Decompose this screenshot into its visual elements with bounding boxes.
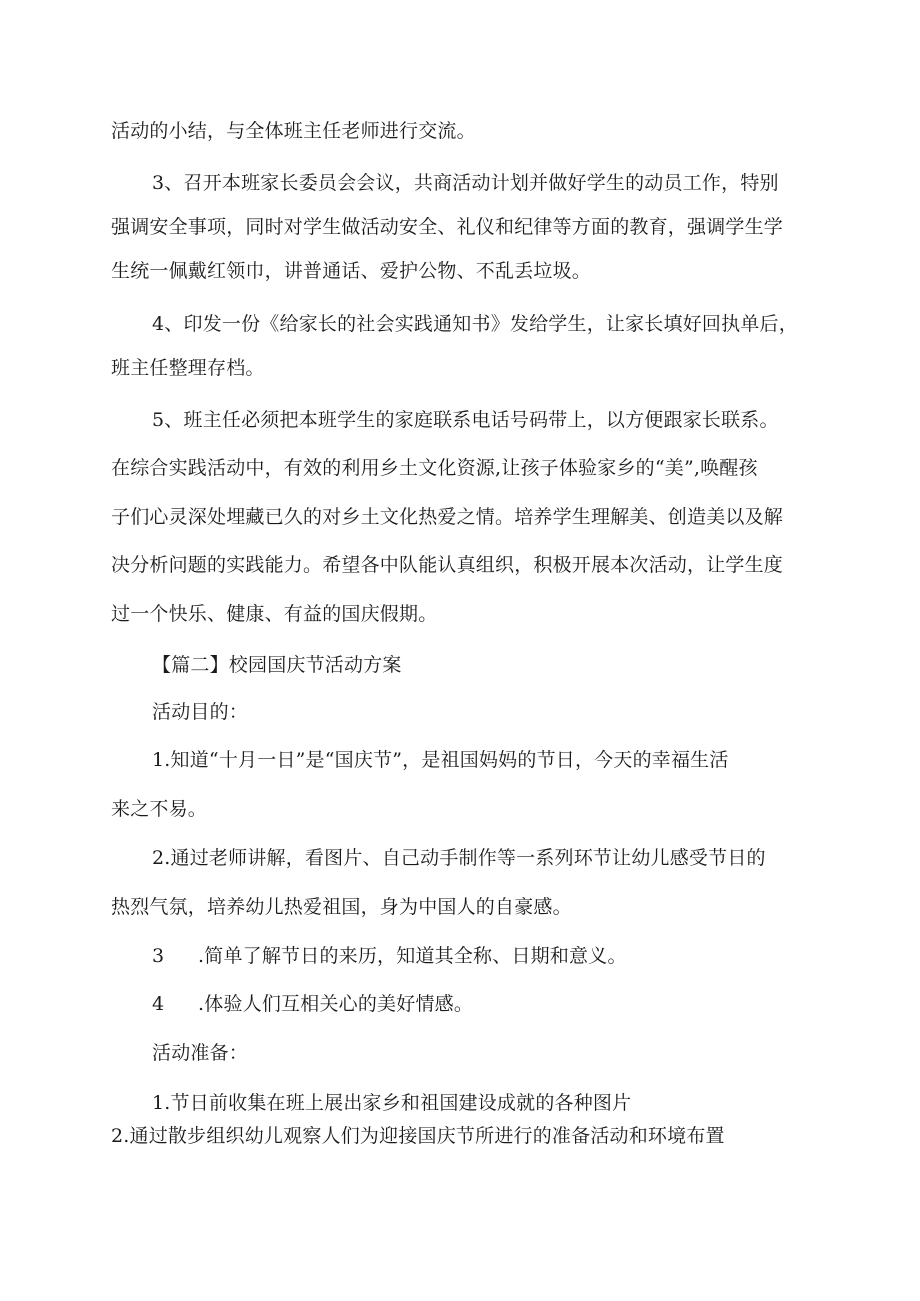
list-item: 1.节日前收集在班上展出家乡和祖国建设成就的各种图片 xyxy=(152,1092,632,1114)
paragraph-line: 在综合实践活动中，有效的利用乡土文化资源,让孩子体验家乡的“美”,唤醒孩 xyxy=(111,457,758,479)
section-title: 【篇二】校园国庆节活动方案 xyxy=(152,654,402,676)
list-item: 2.通过散步组织幼儿观察人们为迎接国庆节所进行的准备活动和环境布置 xyxy=(111,1125,725,1147)
paragraph-line: 4、印发一份《给家长的社会实践通知书》发给学生，让家长填好回执单后， xyxy=(152,313,798,335)
paragraph-line: 决分析问题的实践能力。希望各中队能认真组织，积极开展本次活动，让学生度 xyxy=(111,554,784,576)
list-item: 1.知道“十月一日”是“国庆节”，是祖国妈妈的节日，今天的幸福生活 xyxy=(152,749,729,771)
list-item xyxy=(152,992,473,1016)
paragraph-line: 子们心灵深处埋藏已久的对乡土文化热爱之情。培养学生理解美、创造美以及解 xyxy=(111,506,784,528)
paragraph-line: 3、召开本班家长委员会会议，共商活动计划并做好学生的动员工作，特别 xyxy=(152,172,779,194)
list-item-continuation: 来之不易。 xyxy=(111,798,208,820)
paragraph-line: 活动的小结，与全体班主任老师进行交流。 xyxy=(111,120,476,142)
list-item-number: 4 xyxy=(152,993,165,1015)
list-item-continuation: 热烈气氛，培养幼儿热爱祖国，身为中国人的自豪感。 xyxy=(111,896,572,918)
list-item-number: 3 xyxy=(152,945,165,967)
list-item xyxy=(152,944,627,968)
paragraph-line: 班主任整理存档。 xyxy=(111,357,265,379)
paragraph-line: 生统一佩戴红领巾，讲普通话、爱护公物、不乱丢垃圾。 xyxy=(111,260,592,282)
list-item: 2.通过老师讲解，看图片、自己动手制作等一系列环节让幼儿感受节日的 xyxy=(152,847,766,869)
list-item-text: .体验人们互相关心的美好情感。 xyxy=(198,993,474,1015)
paragraph-line: 强调安全事项，同时对学生做活动安全、礼仪和纪律等方面的教育，强调学生学 xyxy=(111,216,784,238)
list-item-text: .简单了解节日的来历，知道其全称、日期和意义。 xyxy=(198,945,627,967)
prep-heading: 活动准备： xyxy=(152,1042,249,1064)
paragraph-line: 过一个快乐、健康、有益的国庆假期。 xyxy=(111,603,438,625)
paragraph-line: 5、班主任必须把本班学生的家庭联系电话号码带上，以方便跟家长联系。 xyxy=(152,409,779,431)
goal-heading: 活动目的： xyxy=(152,701,249,723)
